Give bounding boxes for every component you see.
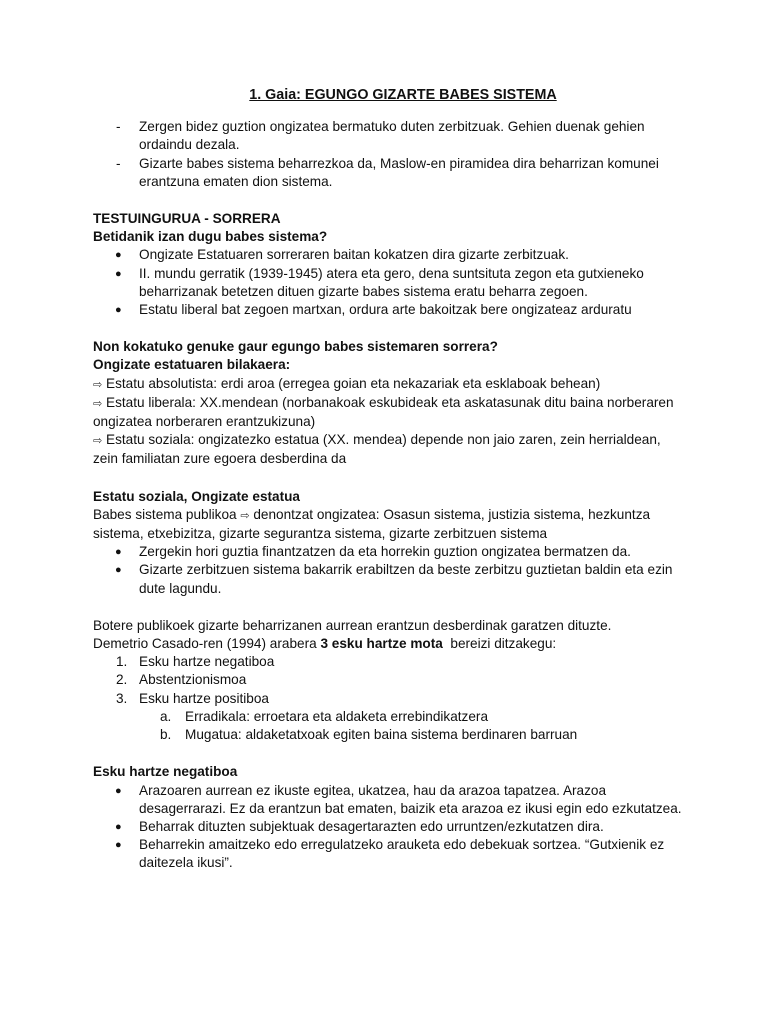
list-item: ● Arazoaren aurrean ez ikuste egitea, ukatzea, hau da arazoa tapatzea. Arazoa desagerrarazi. Ez da erantzun bat ematen, baizik eta arazoa ez ikusi egin edo ezkutatzea. <box>115 782 682 816</box>
section-intro: Babes sistema publikoa ⇨ denontzat ongizatea: Osasun sistema, justizia sistema, hezkuntza sistema, etxebizitza, gizarte segurantza sistema, gizarte zerbitzuen sistema <box>93 506 651 542</box>
section1-list <box>93 246 683 319</box>
list-item: ● Beharrekin amaitzeko edo erregulatzeko arauketa edo debekuak sortzea. “Gutxienik ez daitezela ikusi”. <box>115 837 665 871</box>
dash-marker: - <box>116 119 121 135</box>
arrow-icon: ⇨ <box>240 509 250 522</box>
page-title: 1. Gaia: EGUNGO GIZARTE BABES SISTEMA <box>249 87 557 103</box>
list-item: ● Estatu liberal bat zegoen martxan, ordura arte bakoitzak bere ongizateaz arduratu <box>93 301 683 319</box>
list-item: b. Mugatua: aldaketatxoak egiten baina sistema berdinaren barruan <box>160 727 578 743</box>
intro-list <box>93 118 683 191</box>
numbered-list <box>93 653 683 708</box>
list-item: ● Beharrak dituzten subjektuak desagertarazten edo urruntzen/ezkutatzen dira. <box>93 818 683 836</box>
list-item: ● Gizarte zerbitzuen sistema bakarrik erabiltzen da beste zerbitzu guztietan baldin eta ezin dute lagundu. <box>115 562 673 596</box>
lettered-list <box>93 708 683 744</box>
list-item: ● Zergekin hori guztia finantzatzen da eta horrekin guztion ongizatea bermatzen da. <box>93 543 683 561</box>
dash-marker: - <box>116 155 121 171</box>
list-item: a. Erradikala: erroetara eta aldaketa errebindikatzera <box>160 708 489 724</box>
state-line: ⇨ Estatu soziala: ongizatezko estatua (XX. mendea) depende non jaio zaren, zein herrialdean, zein familiatan zure egoera desberdina da <box>93 432 661 467</box>
list-item: - Gizarte babes sistema beharrezkoa da, Maslow-en piramidea dira beharrizan komunei erantzuna ematen dion sistema. <box>116 155 659 189</box>
bullet-icon: ● <box>115 304 122 317</box>
section-heading: Estatu soziala, Ongizate estatua <box>93 488 300 504</box>
paragraph: Botere publikoek gizarte beharrizanen aurrean erantzun desberdinak garatzen dituzte. <box>93 617 612 633</box>
section-heading: Esku hartze negatiboa <box>93 764 238 780</box>
bullet-icon: ● <box>115 784 122 797</box>
paragraph: Demetrio Casado-ren (1994) arabera 3 esku hartze mota bereizi ditzakegu: <box>93 636 557 652</box>
bold-phrase: 3 esku hartze mota <box>320 636 443 652</box>
section-heading: TESTUINGURUA - SORRERA <box>93 211 281 227</box>
arrow-icon: ⇨ <box>93 435 103 448</box>
bullet-icon: ● <box>115 546 122 559</box>
state-line: ⇨ Estatu absolutista: erdi aroa (erregea goian eta nekazariak eta esklaboak behean) <box>93 375 601 391</box>
section-subheading: Ongizate estatuaren bilakaera: <box>93 357 291 373</box>
bullet-icon: ● <box>115 839 122 852</box>
bullet-icon: ● <box>115 820 122 833</box>
section5-list <box>93 782 683 873</box>
list-item: 2. Abstentzionismoa <box>116 672 247 688</box>
arrow-icon: ⇨ <box>93 378 103 391</box>
bullet-icon: ● <box>115 564 122 577</box>
list-item: ● II. mundu gerratik (1939-1945) atera eta gero, dena suntsituta zegon eta gutxieneko beharrizanak betetzen dituen gizarte babes sistema eratu beharra zegoen. <box>115 265 644 299</box>
section3-list <box>93 543 683 598</box>
list-item: 1. Esku hartze negatiboa <box>116 654 275 670</box>
list-item: - Zergen bidez guztion ongizatea bermatuko duten zerbitzuak. Gehien duenak gehien ordaindu dezala. <box>116 119 645 153</box>
bullet-icon: ● <box>115 267 122 280</box>
section-question: Betidanik izan dugu babes sistema? <box>93 229 328 245</box>
bullet-icon: ● <box>115 249 122 262</box>
list-item: ● Ongizate Estatuaren sorreraren baitan kokatzen dira gizarte zerbitzuak. <box>93 246 683 264</box>
list-item: 3. Esku hartze positiboa <box>116 690 269 706</box>
state-line: ⇨ Estatu liberala: XX.mendean (norbanakoak eskubideak eta askatasunak ditu baina norberaren ongizatea norberaren erantzukizuna) <box>93 394 674 430</box>
section-question: Non kokatuko genuke gaur egungo babes sistemaren sorrera? <box>93 339 498 355</box>
document-body <box>93 86 683 873</box>
arrow-icon: ⇨ <box>93 397 103 410</box>
